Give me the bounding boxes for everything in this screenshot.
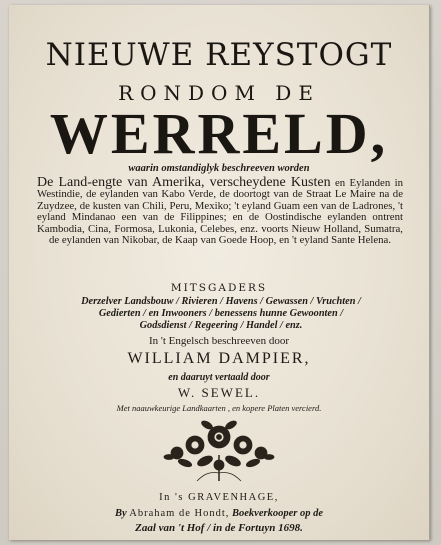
mitsgaders-heading: MITSGADERS [170,282,268,294]
imprint-role: Boekverkooper op de [232,508,323,519]
imprint-printer: Abraham de Hondt, [129,508,230,519]
maps-note: Met naauwkeurige Landkaarten , en kopere Platen vercierd. [116,403,322,413]
imprint-line-2: Zaal van 't Hof / in de Fortuyn 1698. [135,522,303,534]
description-lead: De Land-engte van Amerika [37,175,201,190]
floral-ornament-icon [159,415,279,485]
contents-line-1: Derzelver Landsbouw / Rivieren / Havens / Gewassen / Vruchten / [81,296,361,307]
translated-from: In 't Engelsch beschreeven door [148,335,290,347]
title-line-2: RONDOM DE [118,81,320,105]
title-line-1: NIEUWE REYSTOGT [45,37,393,73]
author-name: WILLIAM DAMPIER, [127,350,311,367]
publication-place: In 's GRAVENHAGE, [159,492,279,503]
translated-by: en daaruyt vertaald door [168,372,270,383]
description-lead-rest: , verscheydene Kusten [200,175,331,190]
imprint-line-1 [9,508,429,519]
title-page [9,5,430,540]
description-block [37,177,403,246]
contents-line-3: Godsdienst / Regeering / Handel / enz. [139,320,303,332]
title-line-3: WERRELD, [49,101,389,166]
subtitle: waarin omstandiglyk beschreeven worden [128,163,310,174]
contents-line-2: Gedierten / en Inwooners / benessens hunne Gewoonten / [98,308,344,320]
translator-name: W. SEWEL. [177,385,261,400]
imprint-prefix: By [114,508,127,519]
contents-list [31,296,411,333]
description-text: en Eylanden in Westindie, de eylanden van Kabo Verde, de doortogt van de Straat Le Maire na de Zuydzee, de kusten van Chili, Peru, Mexiko; 't eyland Guam een van de Ladrones, 't eyland Mindanao een van de Filippines; en de Oostindische eylanden ontrent Kambodia, Cina, Formosa, Lukonia, Celebes, enz. voorts Nieuw Holland, Sumatra, de eylanden van Nikobar, de Kaap van Goede Hoop, en 't eyland Sante Helena. [37,177,403,247]
